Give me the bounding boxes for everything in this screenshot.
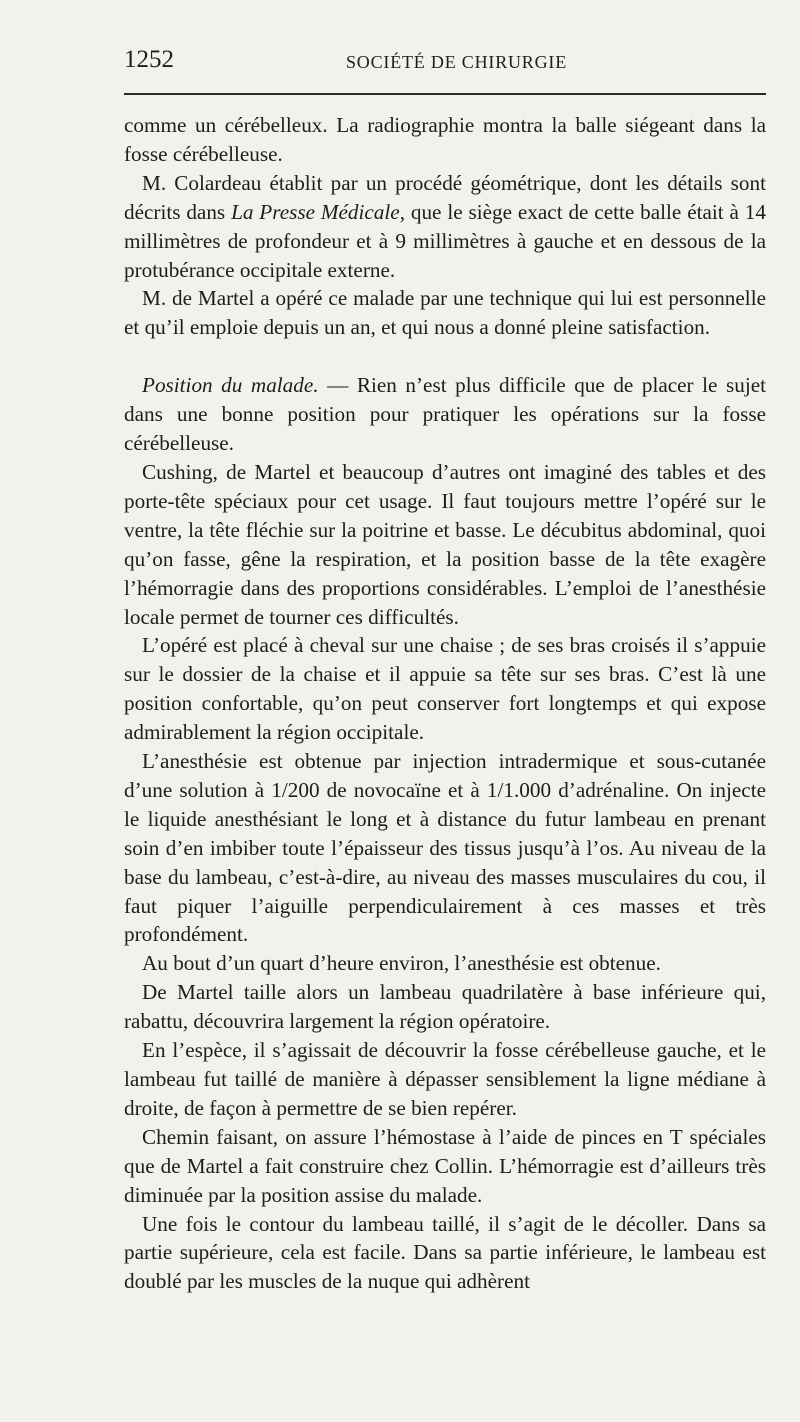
paragraph bbox=[124, 978, 766, 1036]
running-head: SOCIÉTÉ DE CHIRURGIE bbox=[346, 52, 567, 72]
paragraph-text: comme un cérébelleux. La radiographie montra la balle siégeant dans la fosse cérébelleuse. bbox=[124, 113, 766, 166]
paragraph-text: De Martel taille alors un lambeau quadrilatère à base inférieure qui, rabattu, découvrira largement la région opératoire. bbox=[124, 980, 766, 1034]
paragraph-text: L’opéré est placé à cheval sur une chaise ; de ses bras croisés il s’appuie sur le dossier de la chaise et il appuie sa tête sur ses bras. C’est là une position confortable, qu’on peut conserver fort longtemps et qui expose admirablement la région occipitale. bbox=[124, 633, 766, 745]
paragraph bbox=[124, 1036, 766, 1123]
page-number: 1252 bbox=[124, 46, 174, 73]
paragraph-text: — Rien n’est plus difficile que de placer le sujet dans une bonne position pour pratiquer les opérations sur la fosse cérébelleuse. bbox=[124, 373, 766, 456]
paragraph bbox=[124, 111, 766, 169]
paragraph bbox=[124, 1123, 766, 1210]
paragraph-text: , que le siège exact de cette balle était à 14 millimètres de profondeur et à 9 millimètres à gauche et en dessous de la protubérance occipitale externe. bbox=[124, 199, 766, 282]
body-text bbox=[124, 111, 766, 1296]
paragraph bbox=[124, 1210, 766, 1297]
paragraph-text: M. Colardeau établit par un procédé géométrique, dont les détails sont décrits dans bbox=[124, 170, 766, 224]
paragraph-text: M. de Martel a opéré ce malade par une technique qui lui est personnelle et qu’il emploie depuis un an, et qui nous a donné pleine satisfaction. bbox=[124, 286, 766, 340]
paragraph bbox=[124, 631, 766, 747]
paragraph-text: Une fois le contour du lambeau taillé, il s’agit de le décoller. Dans sa partie supérieure, cela est facile. Dans sa partie inférieure, le lambeau est doublé par les muscles de la nuque qui adhèrent bbox=[124, 1211, 766, 1294]
paragraph-text: Chemin faisant, on assure l’hémostase à l’aide de pinces en T spéciales que de Martel a fait construire chez Collin. L’hémorragie est d’ailleurs très diminuée par la position assise du malade. bbox=[124, 1124, 766, 1207]
journal-title: La Presse Médicale bbox=[231, 199, 400, 224]
paragraph bbox=[124, 458, 766, 631]
section-heading: Position du malade. bbox=[142, 373, 319, 398]
paragraph bbox=[124, 949, 766, 978]
paragraph-text: Cushing, de Martel et beaucoup d’autres ont imaginé des tables et des porte-tête spéciaux pour cet usage. Il faut toujours mettre l’opéré sur le ventre, la tête fléchie sur la poitrine et basse. Le décubitus abdominal, quoi qu’on fasse, gêne la respiration, et la position basse de la tête exagère l’hémorragie dans des proportions considérables. L’emploi de l’anesthésie locale permet de tourner ces difficultés. bbox=[124, 459, 766, 629]
paragraph bbox=[124, 371, 766, 458]
paragraph-text: L’anesthésie est obtenue par injection intradermique et sous-cutanée d’une solution à 1/200 de novocaïne et à 1/1.000 d’adrénaline. On injecte le liquide anesthésiant le long et à distance du futur lambeau en prenant soin d’en imbiber toute l’épaisseur des tissus jusqu’à l’os. Au niveau de la base du lambeau, c’est-à-dire, au niveau des masses musculaires du cou, il faut piquer l’aiguille perpendiculairement à ces masses et très profondément. bbox=[124, 749, 766, 947]
paragraph bbox=[124, 747, 766, 949]
paragraph bbox=[124, 284, 766, 342]
header-rule bbox=[124, 93, 766, 95]
paragraph bbox=[124, 169, 766, 285]
paragraph-text: Au bout d’un quart d’heure environ, l’anesthésie est obtenue. bbox=[142, 951, 661, 976]
page-header bbox=[124, 42, 764, 82]
paragraph-text: En l’espèce, il s’agissait de découvrir la fosse cérébelleuse gauche, et le lambeau fut taillé de manière à dépasser sensiblement la ligne médiane à droite, de façon à permettre de se bien repérer. bbox=[124, 1038, 766, 1120]
